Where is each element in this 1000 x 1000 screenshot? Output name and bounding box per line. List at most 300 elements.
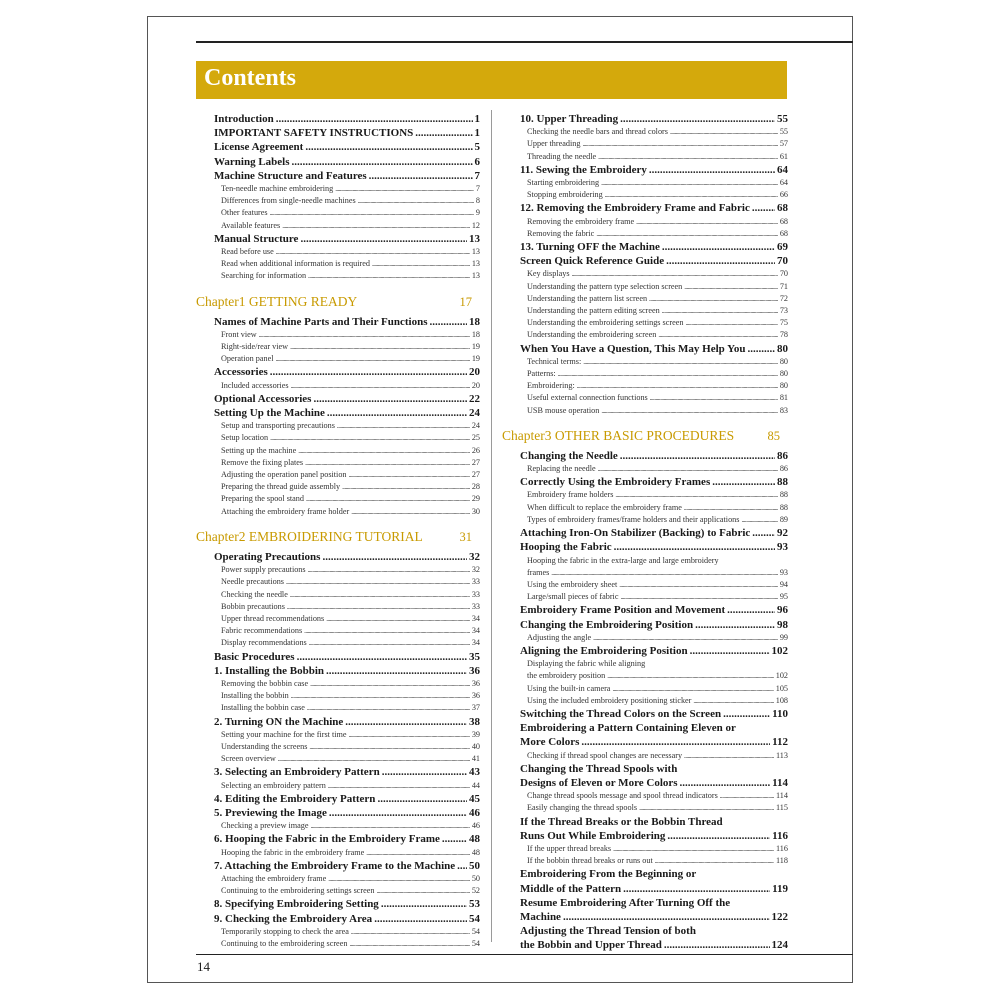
toc-subentry[interactable] <box>196 589 480 601</box>
toc-subentry[interactable] <box>196 690 480 702</box>
dot-leader <box>752 201 775 215</box>
toc-subentry[interactable] <box>502 695 788 707</box>
entry-page: 19 <box>471 342 480 352</box>
entry-title: 4. Editing the Embroidery Pattern <box>214 792 376 805</box>
toc-subentry[interactable] <box>502 463 788 475</box>
contents-banner <box>196 61 787 99</box>
entry-title: Stopping embroidering <box>527 190 603 200</box>
entry-title: Embroidery frame holders <box>527 490 614 500</box>
entry-title: More Colors <box>520 736 580 749</box>
toc-subentry[interactable] <box>196 195 480 207</box>
dot-leader <box>615 489 777 501</box>
entry-title: Preparing the thread guide assembly <box>221 482 341 492</box>
chapter-title: Chapter3 OTHER BASIC PROCEDURES <box>502 427 735 443</box>
toc-entry[interactable] <box>196 315 480 329</box>
toc-entry[interactable] <box>502 815 788 829</box>
toc-subentry[interactable] <box>196 341 480 353</box>
entry-title: Hooping the Fabric <box>520 541 612 554</box>
entry-title: Setting Up the Machine <box>214 407 325 420</box>
dot-leader <box>727 603 775 617</box>
entry-page: 118 <box>776 856 788 866</box>
toc-subentry[interactable] <box>502 281 788 293</box>
entry-title: Front view <box>221 329 257 339</box>
toc-subentry[interactable] <box>196 246 480 258</box>
toc-subentry[interactable] <box>196 702 480 714</box>
entry-title: Switching the Thread Colors on the Screen <box>520 707 722 720</box>
dot-leader <box>639 802 774 814</box>
entry-title: IMPORTANT SAFETY INSTRUCTIONS <box>214 127 414 140</box>
entry-page: 1 <box>474 113 480 125</box>
toc-entry[interactable] <box>196 806 480 820</box>
toc-entry[interactable] <box>196 859 480 873</box>
entry-title: Technical terms: <box>527 356 582 366</box>
toc-subentry[interactable] <box>502 489 788 501</box>
dot-leader <box>345 715 467 729</box>
dot-leader <box>270 432 470 444</box>
dot-leader <box>619 579 778 591</box>
toc-subentry[interactable] <box>502 658 788 670</box>
toc-entry[interactable] <box>502 603 788 617</box>
toc-entry[interactable] <box>502 829 788 843</box>
toc-subentry[interactable] <box>196 926 480 938</box>
entry-page: 24 <box>471 421 480 431</box>
entry-title: Changing the Embroidering Position <box>520 618 694 631</box>
entry-page: 94 <box>779 579 788 589</box>
entry-title: Embroidering a Pattern Containing Eleven or <box>520 722 736 735</box>
entry-page: 115 <box>776 803 788 813</box>
entry-page: 48 <box>469 833 480 846</box>
dot-leader <box>613 843 774 855</box>
entry-title: Ten-needle machine embroidering <box>221 184 334 194</box>
entry-title: Using the embroidery sheet <box>527 579 618 589</box>
toc-entry[interactable] <box>196 232 480 246</box>
dot-leader <box>598 463 778 475</box>
toc-subentry[interactable] <box>502 502 788 514</box>
entry-page: 92 <box>777 527 788 540</box>
toc-entry[interactable] <box>502 910 788 924</box>
toc-subentry[interactable] <box>196 493 480 505</box>
toc-subentry[interactable] <box>196 637 480 649</box>
dot-leader <box>300 232 467 246</box>
dot-leader <box>620 449 775 463</box>
toc-subentry[interactable] <box>196 625 480 637</box>
entry-page: 68 <box>777 202 788 215</box>
dot-leader <box>305 457 470 469</box>
entry-page: 54 <box>471 938 480 948</box>
toc-entry[interactable] <box>196 392 480 406</box>
toc-subentry[interactable] <box>502 317 788 329</box>
dot-leader <box>327 406 467 420</box>
dot-leader <box>307 702 470 714</box>
entry-page: 102 <box>775 671 788 681</box>
dot-leader <box>313 392 467 406</box>
entry-title: Machine Structure and Features <box>214 169 367 182</box>
entry-page: 112 <box>772 736 788 749</box>
entry-page: 66 <box>779 190 788 200</box>
dot-leader <box>328 780 470 792</box>
toc-subentry[interactable] <box>196 220 480 232</box>
column-divider <box>491 110 492 942</box>
toc-subentry[interactable] <box>196 678 480 690</box>
entry-page: 71 <box>779 281 788 291</box>
entry-title: Removing the fabric <box>527 228 595 238</box>
entry-page: 22 <box>469 392 480 405</box>
entry-page: 88 <box>779 502 788 512</box>
dot-leader <box>598 151 778 163</box>
dot-leader <box>650 392 778 404</box>
toc-entry[interactable] <box>502 938 788 952</box>
entry-page: 93 <box>779 567 788 577</box>
dot-leader <box>655 855 774 867</box>
entry-title: Optional Accessories <box>214 392 312 405</box>
toc-subentry[interactable] <box>502 329 788 341</box>
toc-entry[interactable] <box>502 721 788 735</box>
dot-leader <box>349 938 469 950</box>
entry-title: Change thread spools message and spool thread indicators <box>527 791 718 801</box>
toc-entry[interactable] <box>196 912 480 926</box>
toc-subentry[interactable] <box>502 356 788 368</box>
entry-title: Manual Structure <box>214 232 299 245</box>
dot-leader <box>304 625 470 637</box>
toc-subentry[interactable] <box>502 567 788 579</box>
toc-entry[interactable] <box>196 140 480 154</box>
toc-subentry[interactable] <box>502 216 788 228</box>
entry-page: 110 <box>772 707 788 720</box>
entry-page: 43 <box>469 766 480 779</box>
entry-title: 2. Turning ON the Machine <box>214 715 344 728</box>
chapter-heading[interactable] <box>196 528 480 546</box>
entry-page: 5 <box>474 141 480 154</box>
toc-subentry[interactable] <box>196 938 480 950</box>
toc-subentry[interactable] <box>502 228 788 240</box>
toc-entry[interactable] <box>196 650 480 664</box>
toc-entry[interactable] <box>196 832 480 846</box>
entry-page: 61 <box>779 151 788 161</box>
entry-title: Read when additional information is required <box>221 259 370 269</box>
toc-right-column <box>502 112 788 953</box>
chapter-heading[interactable] <box>502 427 788 445</box>
dot-leader <box>358 195 474 207</box>
toc-entry[interactable] <box>502 240 788 254</box>
toc-subentry[interactable] <box>502 579 788 591</box>
entry-title: Designs of Eleven or More Colors <box>520 776 678 789</box>
entry-title: Operating Precautions <box>214 550 321 563</box>
dot-leader <box>607 670 773 682</box>
toc-subentry[interactable] <box>196 380 480 392</box>
toc-subentry[interactable] <box>502 368 788 380</box>
entry-title: Installing the bobbin case <box>221 703 305 713</box>
dot-leader <box>290 589 470 601</box>
entry-page: 32 <box>469 550 480 563</box>
entry-page: 55 <box>779 127 788 137</box>
toc-subentry[interactable] <box>196 457 480 469</box>
entry-title: Removing the bobbin case <box>221 678 309 688</box>
dot-leader <box>326 613 470 625</box>
toc-entry[interactable] <box>196 664 480 678</box>
dot-leader <box>305 140 472 154</box>
chapter-heading[interactable] <box>196 293 480 311</box>
toc-subentry[interactable] <box>196 353 480 365</box>
entry-title: Understanding the embroidering settings screen <box>527 318 684 328</box>
toc-subentry[interactable] <box>196 329 480 341</box>
toc-subentry[interactable] <box>502 189 788 201</box>
toc-entry[interactable] <box>502 163 788 177</box>
toc-subentry[interactable] <box>502 268 788 280</box>
entry-title: Adjusting the operation panel position <box>221 470 347 480</box>
dot-leader <box>720 790 774 802</box>
toc-entry[interactable] <box>196 715 480 729</box>
toc-entry[interactable] <box>502 924 788 938</box>
entry-page: 35 <box>469 650 480 663</box>
dot-leader <box>666 254 775 268</box>
toc-subentry[interactable] <box>502 802 788 814</box>
entry-page: 72 <box>779 293 788 303</box>
entry-page: 33 <box>471 589 480 599</box>
entry-title: 11. Sewing the Embroidery <box>520 163 647 176</box>
entry-page: 38 <box>469 715 480 728</box>
entry-page: 80 <box>779 356 788 366</box>
toc-entry[interactable] <box>502 707 788 721</box>
toc-entry[interactable] <box>502 618 788 632</box>
toc-subentry[interactable] <box>196 481 480 493</box>
entry-page: 108 <box>775 695 788 705</box>
entry-page: 69 <box>777 241 788 254</box>
entry-title: the embroidery position <box>527 671 606 681</box>
toc-entry[interactable] <box>196 792 480 806</box>
entry-page: 41 <box>471 754 480 764</box>
toc-subentry[interactable] <box>502 555 788 567</box>
entry-page: 18 <box>469 315 480 328</box>
dot-leader <box>612 683 773 695</box>
toc-subentry[interactable] <box>196 420 480 432</box>
toc-entry[interactable] <box>502 254 788 268</box>
entry-title: License Agreement <box>214 141 304 154</box>
entry-page: 89 <box>779 514 788 524</box>
dot-leader <box>667 829 770 843</box>
toc-subentry[interactable] <box>196 506 480 518</box>
toc-subentry[interactable] <box>502 126 788 138</box>
entry-title: Introduction <box>214 113 274 125</box>
entry-page: 45 <box>469 792 480 805</box>
dot-leader <box>270 365 467 379</box>
toc-subentry[interactable] <box>502 405 788 417</box>
entry-page: 19 <box>471 354 480 364</box>
entry-page: 68 <box>779 216 788 226</box>
dot-leader <box>572 268 778 280</box>
toc-subentry[interactable] <box>196 258 480 270</box>
chapter-title: Chapter1 GETTING READY <box>196 293 358 309</box>
toc-entry[interactable] <box>196 155 480 169</box>
dot-leader <box>558 368 778 380</box>
toc-subentry[interactable] <box>502 683 788 695</box>
dot-leader <box>658 329 777 341</box>
toc-subentry[interactable] <box>502 670 788 682</box>
toc-subentry[interactable] <box>196 207 480 219</box>
chapter-title: Chapter2 EMBROIDERING TUTORIAL <box>196 528 423 544</box>
dot-leader <box>335 183 474 195</box>
entry-page: 57 <box>779 139 788 149</box>
entry-title: Using the built-in camera <box>527 683 611 693</box>
toc-subentry[interactable] <box>196 183 480 195</box>
toc-entry[interactable] <box>502 776 788 790</box>
dot-leader <box>684 502 778 514</box>
toc-subentry[interactable] <box>502 392 788 404</box>
entry-page: 102 <box>771 644 788 657</box>
toc-entry[interactable] <box>196 365 480 379</box>
entry-title: Warning Labels <box>214 155 290 168</box>
entry-page: 29 <box>471 494 480 504</box>
toc-subentry[interactable] <box>502 790 788 802</box>
toc-subentry[interactable] <box>502 750 788 762</box>
entry-page: 80 <box>777 342 788 355</box>
dot-leader <box>684 281 778 293</box>
entry-page: 81 <box>779 393 788 403</box>
entry-page: 46 <box>471 821 480 831</box>
toc-subentry[interactable] <box>502 514 788 526</box>
dot-leader <box>636 216 778 228</box>
entry-page: 80 <box>779 381 788 391</box>
toc-subentry[interactable] <box>196 564 480 576</box>
toc-entry[interactable] <box>196 550 480 564</box>
toc-subentry[interactable] <box>196 270 480 282</box>
toc-subentry[interactable] <box>196 873 480 885</box>
entry-title: Power supply precautions <box>221 565 306 575</box>
entry-page: 12 <box>471 220 480 230</box>
toc-subentry[interactable] <box>502 632 788 644</box>
toc-subentry[interactable] <box>502 305 788 317</box>
toc-entry[interactable] <box>196 126 480 140</box>
entry-title: Machine <box>520 910 561 923</box>
toc-entry[interactable] <box>196 112 480 126</box>
dot-leader <box>287 601 470 613</box>
toc-entry[interactable] <box>502 882 788 896</box>
dot-leader <box>308 270 470 282</box>
toc-subentry[interactable] <box>502 380 788 392</box>
entry-page: 13 <box>471 271 480 281</box>
dot-leader <box>620 112 775 126</box>
entry-page: 37 <box>471 703 480 713</box>
toc-subentry[interactable] <box>196 780 480 792</box>
entry-title: When You Have a Question, This May Help You <box>520 342 746 355</box>
toc-entry[interactable] <box>502 201 788 215</box>
entry-title: If the Thread Breaks or the Bobbin Thread <box>520 815 723 828</box>
dot-leader <box>328 873 470 885</box>
toc-entry[interactable] <box>502 526 788 540</box>
toc-entry[interactable] <box>502 867 788 881</box>
toc-subentry[interactable] <box>502 843 788 855</box>
toc-entry[interactable] <box>502 475 788 489</box>
dot-leader <box>292 155 473 169</box>
toc-subentry[interactable] <box>196 885 480 897</box>
page-number: 14 <box>197 959 210 974</box>
entry-title: 10. Upper Threading <box>520 113 619 125</box>
toc-subentry[interactable] <box>196 820 480 832</box>
dot-leader <box>712 475 775 489</box>
toc-subentry[interactable] <box>196 601 480 613</box>
entry-title: Fabric recommendations <box>221 626 303 636</box>
entry-title: Removing the embroidery frame <box>527 216 635 226</box>
entry-title: 8. Specifying Embroidering Setting <box>214 898 379 911</box>
dot-leader <box>351 926 470 938</box>
entry-title: 5. Previewing the Image <box>214 806 327 819</box>
entry-title: Runs Out While Embroidering <box>520 829 666 842</box>
entry-page: 32 <box>471 565 480 575</box>
toc-subentry[interactable] <box>502 151 788 163</box>
toc-subentry[interactable] <box>196 469 480 481</box>
dot-leader <box>577 380 778 392</box>
entry-page: 124 <box>771 939 788 952</box>
dot-leader <box>620 591 777 603</box>
entry-title: Aligning the Embroidering Position <box>520 644 688 657</box>
entry-page: 40 <box>471 741 480 751</box>
dot-leader <box>601 177 778 189</box>
dot-leader <box>680 776 771 790</box>
toc-entry[interactable] <box>502 112 788 126</box>
toc-subentry[interactable] <box>196 729 480 741</box>
footer-rule <box>196 954 853 955</box>
toc-entry[interactable] <box>502 762 788 776</box>
toc-subentry[interactable] <box>196 741 480 753</box>
toc-entry[interactable] <box>196 765 480 779</box>
entry-title: 6. Hooping the Fabric in the Embroidery Frame <box>214 833 440 846</box>
toc-subentry[interactable] <box>502 293 788 305</box>
entry-page: 52 <box>471 886 480 896</box>
toc-subentry[interactable] <box>196 432 480 444</box>
toc-subentry[interactable] <box>196 847 480 859</box>
toc-entry[interactable] <box>502 896 788 910</box>
toc-entry[interactable] <box>502 540 788 554</box>
entry-page: 7 <box>475 184 480 194</box>
toc-subentry[interactable] <box>196 753 480 765</box>
toc-entry[interactable] <box>196 406 480 420</box>
dot-leader <box>747 342 775 356</box>
entry-title: Upper threading <box>527 139 581 149</box>
toc-subentry[interactable] <box>502 591 788 603</box>
entry-page: 8 <box>475 196 480 206</box>
toc-entry[interactable] <box>196 169 480 183</box>
toc-entry[interactable] <box>502 735 788 749</box>
entry-title: Embroidering: <box>527 381 575 391</box>
entry-title: Understanding the screens <box>221 741 308 751</box>
toc-subentry[interactable] <box>502 177 788 189</box>
toc-subentry[interactable] <box>502 855 788 867</box>
entry-title: Right-side/rear view <box>221 342 289 352</box>
toc-subentry[interactable] <box>196 576 480 588</box>
toc-subentry[interactable] <box>502 138 788 150</box>
entry-page: 24 <box>469 407 480 420</box>
dot-leader <box>349 729 470 741</box>
dot-leader <box>723 707 770 721</box>
entry-title: Other features <box>221 208 268 218</box>
dot-leader <box>582 138 777 150</box>
entry-title: Replacing the needle <box>527 464 596 474</box>
toc-entry[interactable] <box>502 644 788 658</box>
toc-subentry[interactable] <box>196 613 480 625</box>
dot-leader <box>372 258 470 270</box>
dot-leader <box>662 240 775 254</box>
entry-page: 114 <box>776 791 788 801</box>
dot-leader <box>382 765 467 779</box>
entry-title: Threading the needle <box>527 151 597 161</box>
toc-entry[interactable] <box>502 449 788 463</box>
toc-entry[interactable] <box>502 342 788 356</box>
toc-subentry[interactable] <box>196 445 480 457</box>
toc-entry[interactable] <box>196 897 480 911</box>
entry-title: Installing the bobbin <box>221 691 289 701</box>
entry-page: 13 <box>471 259 480 269</box>
entry-title: the Bobbin and Upper Thread <box>520 939 662 952</box>
entry-title: Types of embroidery frames/frame holders and their applications <box>527 514 740 524</box>
